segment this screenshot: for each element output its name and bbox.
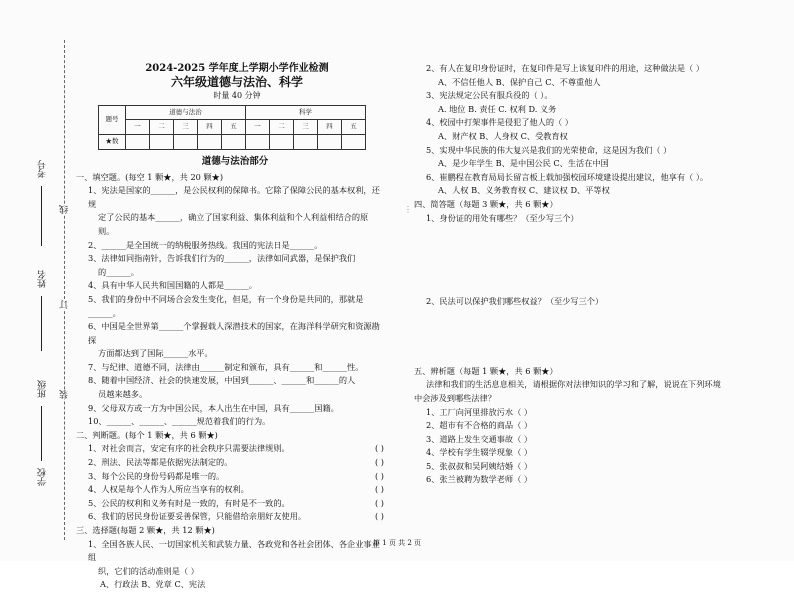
- kexue-header: 科学: [246, 105, 366, 120]
- left-column: [76, 62, 384, 592]
- kaohao-label: 考号: [38, 160, 48, 178]
- answer-paren[interactable]: ( ): [375, 470, 384, 481]
- answer-space[interactable]: [414, 309, 784, 365]
- zhuang-mark: 装: [60, 390, 70, 399]
- col-header: 五: [222, 120, 246, 135]
- choice-options: A、人权 B、义务教育权 C、建议权 D、平等权: [438, 185, 610, 196]
- analysis-item[interactable]: 5、张叔叔和吴阿姨结婚（ ）: [426, 460, 533, 471]
- fill-line: 1、宪法是国家的______，是公民权利的保障书。它除了保障公民的基本权利，还规: [88, 185, 380, 209]
- score-table: [98, 105, 366, 150]
- ding-mark: 订: [60, 300, 70, 309]
- choice-line: 1、全国各族人民、一切国家机关和武装力量、各政党和各社会团体、各企业事业组: [88, 538, 380, 563]
- score-cell[interactable]: [222, 134, 246, 149]
- defen-cell: ★数: [99, 134, 126, 149]
- time-limit: 时量 40 分钟: [213, 91, 261, 101]
- score-cell[interactable]: [174, 134, 198, 149]
- fill-line: 3、法律如同指南针，告诉我们行为的______，法律如同武器，是保护我们: [88, 253, 356, 264]
- xuexiao-label: 学校: [38, 468, 48, 486]
- judge-title: 二、判断题。(每个 1 颗★，共 6 颗★): [76, 429, 218, 440]
- fill-line: 2、______是全国统一的纳税服务热线。我国的宪法日是______。: [88, 239, 323, 250]
- fill-line: 的______。: [98, 266, 139, 277]
- fold-dots: ⋮: [404, 205, 412, 214]
- year-title: 2024-2025 学年度上学期小学作业检测: [145, 63, 329, 74]
- judge-text: 1、对社会而言，安定有序的社会秩序只需要法律规则。: [88, 443, 290, 454]
- choice-line: 5、实现中华民族的伟大复兴是我们的光荣使命，这是因为我们（ ）: [426, 144, 672, 155]
- judge-item: [76, 470, 384, 484]
- analysis-title: 五、辨析题（每题 1 颗★，共 6 颗★）: [414, 365, 558, 376]
- fill-line: 7、与纪律、道德不同，法律由______制定和颁布，具有______和______性。: [88, 361, 364, 372]
- tihao-cell: 题号: [99, 105, 126, 134]
- score-cell[interactable]: [342, 134, 366, 149]
- choice-line: 织，它们的活动准则是（ ）: [98, 565, 199, 576]
- choice-options: A、不信任他人 B、保护自己 C、不尊重他人: [438, 76, 601, 87]
- judge-text: 4、人权是每个人作为人所应当享有的权利。: [88, 484, 249, 495]
- banji-label: 班级: [38, 380, 48, 398]
- judge-text: 6、我们的居民身份证要妥善保管，只能借给亲朋好友使用。: [88, 511, 307, 522]
- fill-line: 8、随着中国经济、社会的快速发展，中国到______、______和______的人: [88, 375, 356, 386]
- judge-item: [76, 483, 384, 497]
- qa-title: 四、简答题（每题 3 颗★，共 6 颗★）: [414, 198, 558, 209]
- banji-line: [41, 406, 42, 461]
- col-header: 四: [198, 120, 222, 135]
- choice-line: 2、有人在复印身份证时，在复印件是写上该复印件的用途，这种做法是（ ）: [426, 63, 705, 73]
- choice-line: 6、崔鹏程在教育局局长留言板上载加强校园环境建设提出建议，他享有（ ）。: [426, 171, 709, 182]
- choice-options: A. 地位 B. 责任 C. 权利 D. 义务: [438, 103, 557, 114]
- judge-text: 3、每个公民的身份号码都是唯一的。: [88, 470, 225, 481]
- analysis-item[interactable]: 3、道路上发生交通事故（ ）: [426, 433, 533, 444]
- analysis-item[interactable]: 6、张兰被聘为数学老师（ ）: [426, 474, 533, 485]
- fill-line: 方面都达到了国际______水平。: [98, 348, 213, 359]
- analysis-item[interactable]: 4、学校有学生辍学现象（ ）: [426, 447, 533, 458]
- xingming-line: [41, 296, 42, 351]
- page-number: 第 1 页 共 2 页: [372, 539, 422, 547]
- xingming-label: 姓名: [38, 270, 48, 288]
- answer-paren[interactable]: ( ): [375, 511, 384, 522]
- choice-line: 3、宪法规定公民有服兵役的（ ）。: [426, 90, 553, 101]
- score-cell[interactable]: [198, 134, 222, 149]
- choice-line: 4、校园中打架事件是侵犯了他人的（ ）: [426, 117, 573, 128]
- choice-title: 三、选择题(每题 2 颗★，共 12 颗★): [76, 525, 215, 535]
- col-header: 三: [294, 120, 318, 135]
- binding-margin: [14, 150, 74, 540]
- answer-paren[interactable]: ( ): [375, 457, 384, 468]
- qa-question: 2、民法可以保护我们哪些权益？（至少写三个）: [426, 296, 604, 307]
- judge-item: [76, 442, 384, 456]
- judge-item: [76, 510, 384, 524]
- col-header: 四: [318, 120, 342, 135]
- choice-options: A、是少年学生 B、是中国公民 C、生活在中国: [438, 158, 609, 169]
- fill-line: 5、我们的身份中不同场合会发生变化，但是，有一个身份是共同的，那就是______。: [88, 293, 364, 318]
- analysis-item[interactable]: 1、工厂向河里排放污水（ ）: [426, 406, 533, 417]
- col-header: 五: [342, 120, 366, 135]
- score-cell[interactable]: [246, 134, 270, 149]
- fill-title: 一、填空题。(每空 1 颗★，共 20 颗★): [76, 171, 224, 182]
- judge-text: 5、公民的权利和义务有时是一致的，有时是不一致的。: [88, 497, 290, 508]
- daode-header: 道德与法治: [126, 105, 246, 120]
- score-cell[interactable]: [150, 134, 174, 149]
- fill-line: 员越来越多。: [98, 389, 148, 400]
- judge-item: [76, 497, 384, 511]
- fill-line: 4、具有中华人民共和国国籍的人都是______。: [88, 280, 257, 291]
- score-cell[interactable]: [294, 134, 318, 149]
- xian-mark: 线: [60, 205, 70, 214]
- choice-options: A、行政法 B、党章 C、宪法: [100, 579, 206, 590]
- col-header: 一: [246, 120, 270, 135]
- score-cell[interactable]: [318, 134, 342, 149]
- score-cell[interactable]: [270, 134, 294, 149]
- col-header: 二: [150, 120, 174, 135]
- col-header: 二: [270, 120, 294, 135]
- subject-title: 六年级道德与法治、科学: [170, 74, 303, 89]
- fill-line: 9、父母双方或一方为中国公民，本人出生在中国，具有______国籍。: [88, 402, 339, 413]
- qa-question: 1、身份证的用处有哪些？（至少写三个）: [426, 212, 579, 223]
- choice-options: A、财产权 B、人身权 C、受教育权: [438, 130, 568, 141]
- answer-paren[interactable]: ( ): [375, 484, 384, 495]
- right-column: [414, 62, 784, 487]
- kaohao-line: [41, 186, 42, 246]
- fill-line: 6、中国是全世界第______个掌握载人深潜技术的国家，在海洋科学研究和资源勘探: [88, 321, 380, 345]
- col-header: 三: [174, 120, 198, 135]
- analysis-intro: 中会涉及到哪些法律？: [414, 392, 496, 403]
- analysis-item[interactable]: 2、超市有不合格的商品（ ）: [426, 420, 533, 431]
- answer-paren[interactable]: ( ): [375, 497, 384, 508]
- col-header: 一: [126, 120, 150, 135]
- judge-item: [76, 456, 384, 470]
- analysis-intro: 法律和我们的生活息息相关，请根据你对法律知识的学习和了解，说说在下列环境: [426, 379, 721, 390]
- answer-paren[interactable]: ( ): [375, 443, 384, 454]
- section-title: 道德与法治部分: [201, 155, 269, 167]
- answer-space[interactable]: [414, 225, 784, 295]
- fill-line: 定了公民的基本______，确立了国家利益、集体利益和个人利益相结合的原则。: [98, 212, 369, 236]
- judge-text: 2、刑法、民法等都是依据宪法制定的。: [88, 457, 233, 468]
- score-cell[interactable]: [126, 134, 150, 149]
- binding-dashed-line: [64, 40, 65, 540]
- fill-line: 10、______、______、______规范着我们的行为。: [88, 416, 271, 427]
